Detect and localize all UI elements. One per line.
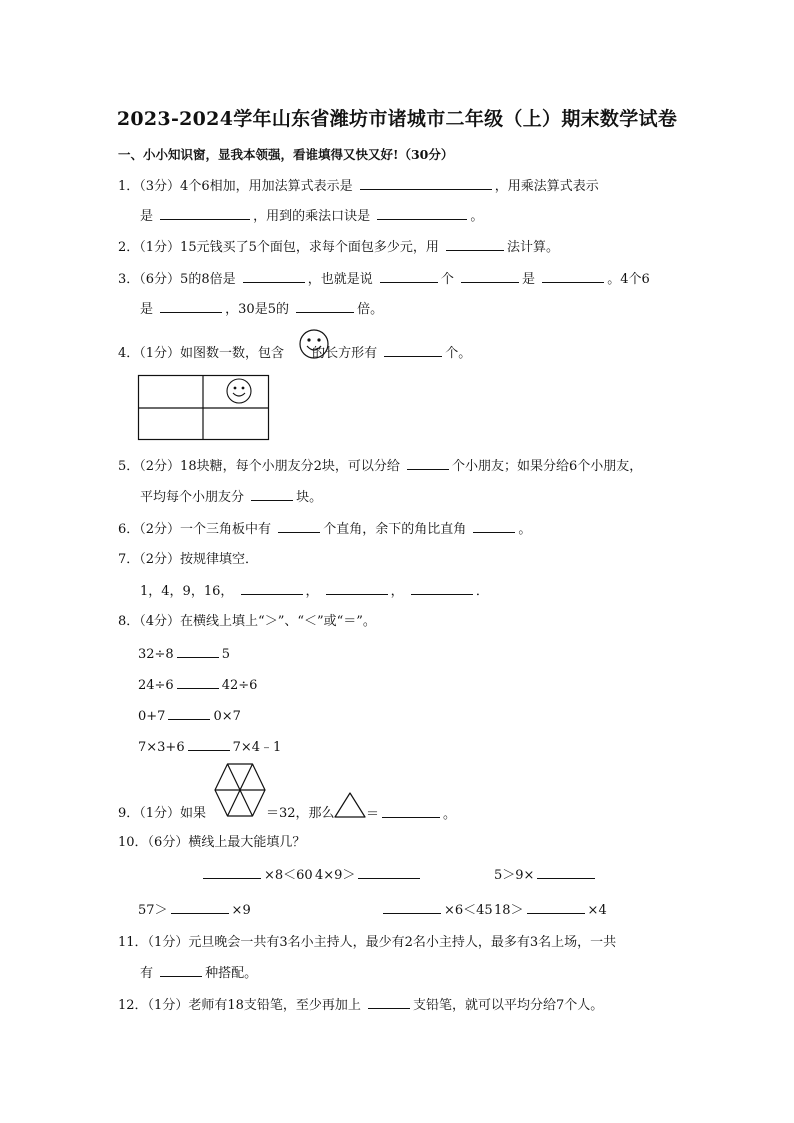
question-1-line-2	[140, 207, 483, 226]
q1-text-b: ，用乘法算式表示	[494, 179, 599, 194]
question-11-line-2	[140, 964, 257, 983]
q10-item-1	[200, 866, 313, 885]
q8-row-left: 0+7	[138, 709, 166, 724]
q9-text-d: 。	[443, 807, 457, 822]
q8-blank-2[interactable]	[177, 676, 219, 689]
q8-row	[138, 676, 257, 695]
q10-r1b: 4×9＞	[315, 868, 356, 883]
q8-text-a: 在横线上填上“＞”、“＜”或“＝”。	[180, 614, 376, 629]
q4-text-b: 的长方形有	[312, 346, 378, 361]
rectangle-grid-figure	[138, 375, 270, 441]
q7-sequence: 1，4，9，16，	[140, 584, 234, 599]
q11-text-b: 有	[140, 966, 154, 981]
question-3-line-1	[118, 270, 650, 289]
q3-text-g: ，30是5的	[225, 302, 289, 317]
q9-blank[interactable]	[382, 805, 440, 818]
q4-number: 4．（1分）	[118, 346, 181, 361]
q6-number: 6．（2分）	[118, 522, 181, 537]
q6-blank-1[interactable]	[278, 520, 320, 533]
q3-text-b: ，也就是说	[307, 272, 373, 287]
q8-blank-4[interactable]	[188, 738, 230, 751]
q7-text-a: 按规律填空．	[180, 552, 259, 567]
q12-text-b: 支铅笔，就可以平均分给7个人。	[413, 998, 604, 1013]
q8-blank-1[interactable]	[177, 645, 219, 658]
q10-blank-2[interactable]	[358, 866, 420, 879]
section-heading: 一、小小知识窗，显我本领强，看谁填得又快又好!（30分）	[118, 147, 454, 162]
q10-r2d: 18＞	[494, 903, 524, 918]
q5-text-a: 18块糖，每个小朋友分2块，可以分给	[180, 459, 400, 474]
q1-text-d: ，用到的乘法口诀是	[253, 209, 371, 224]
q3-text-f: 是	[140, 302, 154, 317]
q10-text-a: 横线上最大能填几？	[188, 835, 306, 850]
question-7	[118, 551, 258, 569]
page-title: 2023-2024学年山东省潍坊市诸城市二年级（上）期末数学试卷	[116, 108, 678, 130]
q10-number: 10．（6分）	[118, 835, 189, 850]
q7-end: ．	[475, 584, 489, 599]
q10-r1c: 5＞9×	[494, 868, 535, 883]
q8-row	[138, 645, 230, 664]
q3-blank-5[interactable]	[160, 300, 222, 313]
q12-blank[interactable]	[368, 996, 410, 1009]
q1-blank-rhyme[interactable]	[377, 207, 467, 220]
question-6	[118, 520, 531, 539]
q4-blank[interactable]	[384, 344, 442, 357]
q10-r1a: ×8＜60	[264, 868, 313, 883]
q7-comma-1: ，	[305, 584, 319, 599]
q7-blank-2[interactable]	[326, 582, 388, 595]
q3-blank-3[interactable]	[461, 270, 519, 283]
q8-row	[138, 738, 281, 757]
question-10	[118, 834, 305, 852]
q10-blank-6[interactable]	[527, 901, 585, 914]
q8-row	[138, 707, 241, 726]
q3-text-c: 个	[440, 272, 454, 287]
question-11-line-1	[118, 934, 616, 952]
q10-blank-1[interactable]	[203, 866, 261, 879]
q8-row-left: 32÷8	[138, 647, 174, 662]
q8-row-right: 5	[221, 647, 230, 662]
q10-blank-5[interactable]	[383, 901, 441, 914]
q6-text-b: 个直角，余下的角比直角	[323, 522, 467, 537]
q3-blank-1[interactable]	[243, 270, 305, 283]
q5-blank-1[interactable]	[407, 457, 449, 470]
question-9-text	[118, 805, 206, 823]
q11-blank[interactable]	[160, 964, 202, 977]
q1-text-c: 是	[140, 209, 154, 224]
q6-blank-2[interactable]	[473, 520, 515, 533]
q2-blank[interactable]	[446, 238, 504, 251]
q7-blank-3[interactable]	[411, 582, 473, 595]
q4-text-c: 个。	[445, 346, 472, 361]
q6-text-a: 一个三角板中有	[180, 522, 272, 537]
q3-blank-4[interactable]	[542, 270, 604, 283]
q1-text-e: 。	[470, 209, 484, 224]
q1-text-a: 4个6相加，用加法算式表示是	[180, 179, 353, 194]
q8-row-left: 24÷6	[138, 678, 174, 693]
q3-blank-2[interactable]	[380, 270, 438, 283]
q10-item-2	[315, 866, 423, 885]
q12-text-a: 老师有18支铅笔，至少再加上	[188, 998, 361, 1013]
q7-comma-2: ，	[390, 584, 404, 599]
q5-number: 5．（2分）	[118, 459, 181, 474]
q10-blank-3[interactable]	[537, 866, 595, 879]
q6-text-c: 。	[518, 522, 532, 537]
q10-item-3	[494, 866, 598, 885]
q7-blank-1[interactable]	[241, 582, 303, 595]
q3-number: 3．（6分）	[118, 272, 181, 287]
question-5-line-2	[140, 488, 322, 507]
small-triangle-icon	[334, 792, 366, 818]
q10-r2c: ×6＜45	[444, 903, 493, 918]
q11-text-a: 元旦晚会一共有3名小主持人，最少有2名小主持人，最多有3名上场，一共	[188, 935, 617, 950]
q2-text-a: 15元钱买了5个面包，求每个面包多少元，用	[180, 240, 439, 255]
q11-text-c: 种搭配。	[205, 966, 258, 981]
question-4	[118, 344, 471, 363]
q1-blank-addition[interactable]	[360, 177, 492, 190]
q3-text-d: 是	[522, 272, 536, 287]
question-7-sequence	[140, 582, 489, 601]
question-5-line-1	[118, 457, 642, 476]
q10-r2e: ×4	[587, 903, 607, 918]
q5-text-b: 个小朋友；如果分给6个小朋友，	[452, 459, 643, 474]
q3-text-e: 。4个6	[607, 272, 650, 287]
q9-text-c: ＝	[366, 807, 380, 822]
q10-item-6	[494, 901, 607, 920]
q8-row-right: 42÷6	[221, 678, 258, 693]
question-1-line-1	[118, 177, 599, 196]
q10-r2a: 57＞	[138, 903, 168, 918]
q2-number: 2．（1分）	[118, 240, 181, 255]
q8-number: 8．（4分）	[118, 614, 181, 629]
q8-row-left: 7×3+6	[138, 740, 185, 755]
q3-blank-6[interactable]	[296, 300, 354, 313]
q5-text-d: 块。	[296, 490, 323, 505]
q3-text-a: 5的8倍是	[180, 272, 236, 287]
q8-blank-3[interactable]	[168, 707, 210, 720]
q4-text-a: 如图数一数，包含	[180, 346, 285, 361]
q10-item-4	[138, 901, 251, 920]
question-8	[118, 613, 376, 631]
question-2	[118, 238, 559, 257]
q9-number: 9．（1分）	[118, 806, 181, 821]
smiley-face-icon	[299, 329, 329, 359]
q7-number: 7．（2分）	[118, 552, 181, 567]
grid-smiley-icon	[227, 379, 251, 403]
question-9-equation	[266, 805, 335, 823]
question-12	[118, 996, 603, 1015]
q11-number: 11．（1分）	[118, 935, 189, 950]
q8-row-right: 7×4﹣1	[232, 740, 282, 755]
q1-blank-multiplication[interactable]	[160, 207, 250, 220]
q12-number: 12．（1分）	[118, 998, 189, 1013]
triangle-hexagon-figure	[214, 763, 266, 818]
q10-r2b: ×9	[231, 903, 251, 918]
q10-blank-4[interactable]	[171, 901, 229, 914]
q1-number: 1．（3分）	[118, 179, 181, 194]
q9-text-a: 如果	[180, 806, 207, 821]
question-3-line-2	[140, 300, 383, 319]
q5-text-c: 平均每个小朋友分	[140, 490, 245, 505]
q8-row-right: 0×7	[213, 709, 241, 724]
question-9-answer	[366, 805, 456, 824]
q2-text-b: 法计算。	[507, 240, 560, 255]
q9-text-b: ＝32，那么	[266, 806, 335, 821]
q10-item-5	[380, 901, 493, 920]
q3-text-h: 倍。	[357, 302, 384, 317]
q5-blank-2[interactable]	[251, 488, 293, 501]
